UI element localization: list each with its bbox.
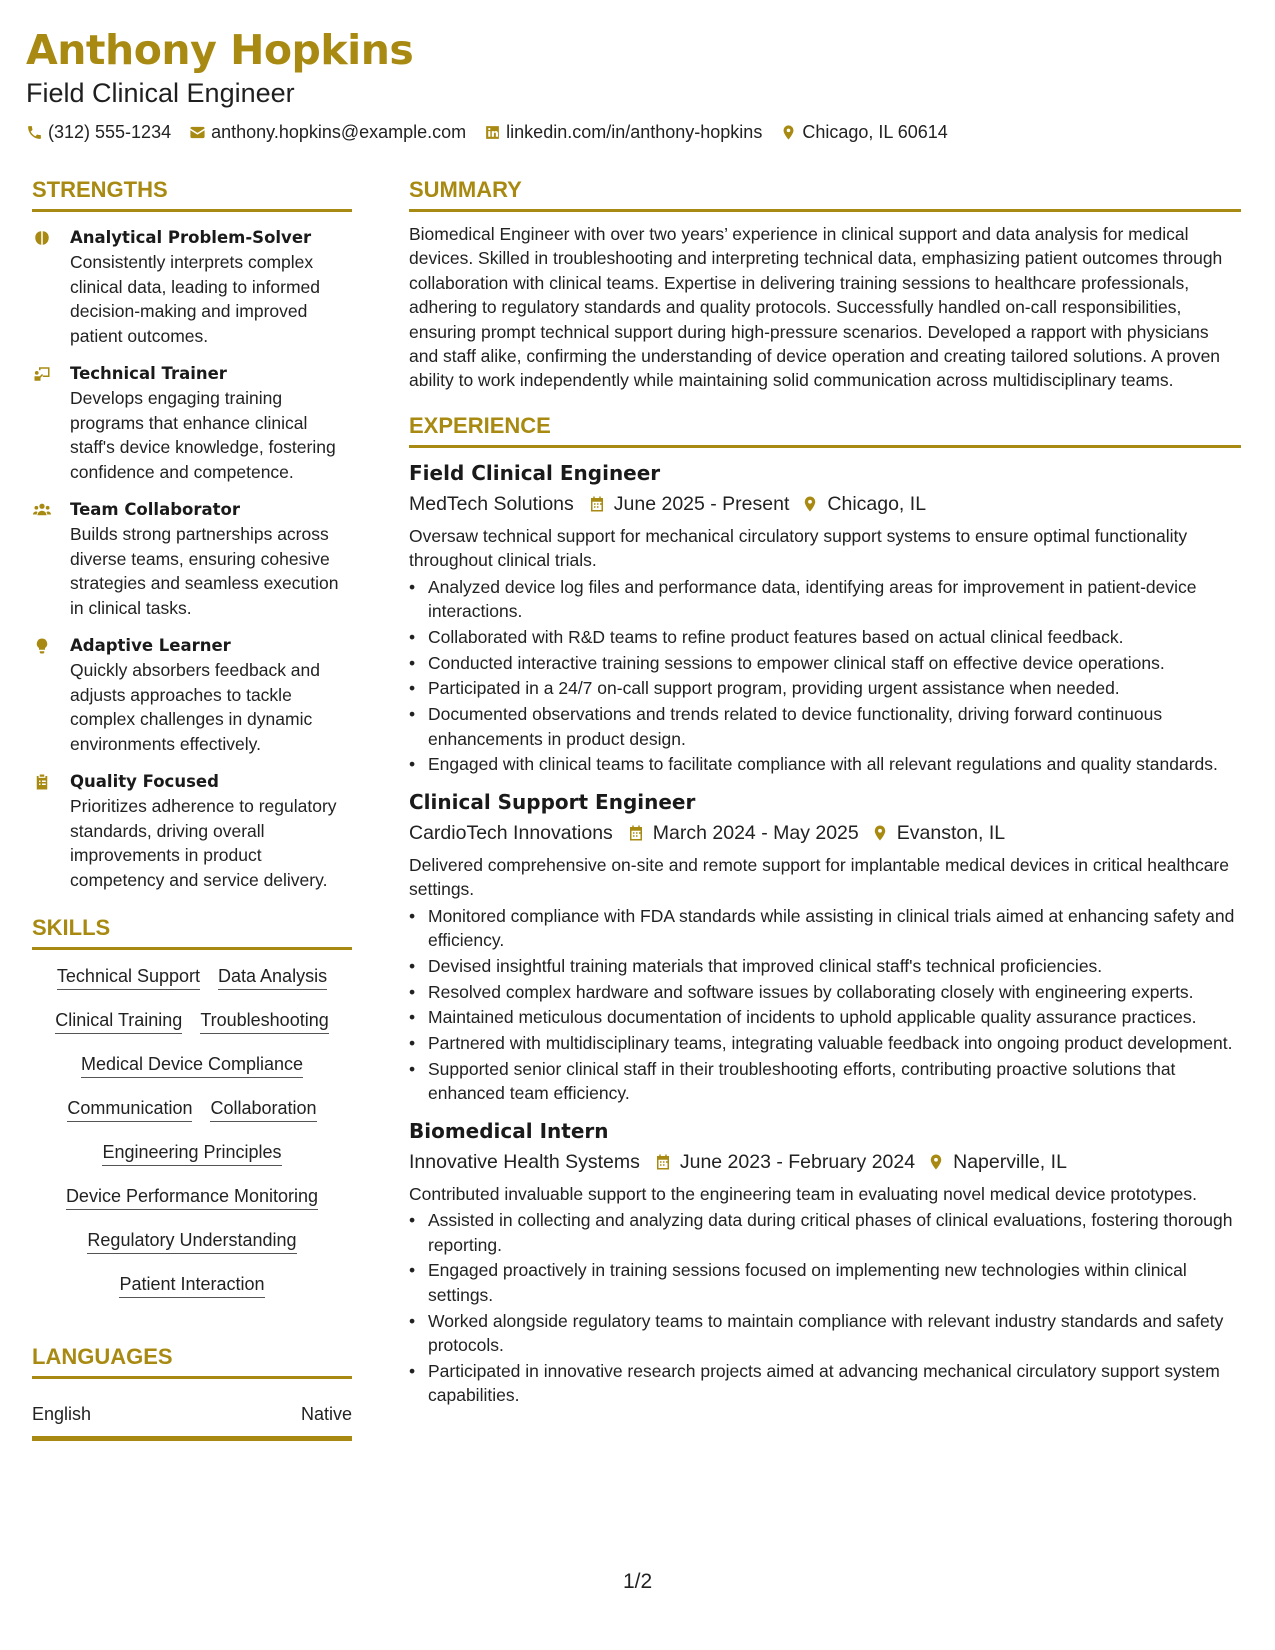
job-title: Field Clinical Engineer [409, 460, 661, 485]
calendar-icon [654, 1153, 672, 1171]
job-company: MedTech Solutions [409, 492, 574, 515]
strength-desc: Builds strong partnerships across diverse teams, ensuring cohesive strategies and seamless execution in clinical tasks. [70, 524, 339, 618]
skill-tag: Clinical Training [55, 1008, 182, 1034]
job-location: Evanston, IL [896, 821, 1006, 844]
skill-tag: Technical Support [57, 964, 200, 990]
envelope-icon [189, 124, 206, 141]
job-dates: June 2023 - February 2024 [679, 1150, 916, 1173]
skill-tag: Patient Interaction [119, 1272, 264, 1298]
job-company: Innovative Health Systems [409, 1150, 640, 1173]
strength-desc: Consistently interprets complex clinical data, leading to informed decision-making and improved patient outcomes. [70, 252, 321, 346]
skill-tag: Collaboration [210, 1096, 316, 1122]
lightbulb-icon [32, 637, 52, 655]
email-text[interactable]: anthony.hopkins@example.com [211, 122, 467, 142]
job-title: Biomedical Intern [409, 1118, 609, 1143]
job-meta [409, 1148, 1241, 1176]
page-number: 1/2 [623, 1570, 653, 1593]
resume-header [26, 24, 1256, 143]
skills-list [32, 964, 352, 1298]
users-icon [32, 501, 52, 519]
job-entry [409, 789, 1241, 1106]
skill-tag: Regulatory Understanding [87, 1228, 296, 1254]
job-meta [409, 490, 1241, 518]
strength-item [32, 634, 352, 756]
job-company: CardioTech Innovations [409, 821, 613, 844]
job-entry [409, 1118, 1241, 1408]
language-name: English [32, 1404, 92, 1424]
chalkboard-teacher-icon [32, 365, 52, 383]
strength-item [32, 226, 352, 348]
location-pin-icon [780, 124, 797, 141]
strengths-list [32, 226, 352, 892]
job-bullet: • Resolved complex hardware and software issues by collaborating closely with engineering experts. [409, 980, 1241, 1004]
job-bullet: • Engaged with clinical teams to facilitate compliance with all relevant regulations and quality standards. [409, 752, 1241, 776]
job-bullet: • Worked alongside regulatory teams to maintain compliance with relevant industry standards and safety protocols. [409, 1309, 1241, 1358]
job-bullets [409, 904, 1241, 1106]
skill-tag: Troubleshooting [200, 1008, 328, 1034]
job-bullet: • Participated in a 24/7 on-call support program, providing urgent assistance when needed. [409, 676, 1241, 700]
job-bullets [409, 575, 1241, 777]
strength-item [32, 362, 352, 484]
job-bullet: • Collaborated with R&D teams to refine product features based on actual clinical feedback. [409, 625, 1241, 649]
job-bullet: • Monitored compliance with FDA standards while assisting in clinical trials aimed at enhancing safety and efficiency. [409, 904, 1241, 953]
strength-title: Adaptive Learner [70, 636, 231, 655]
strength-title: Analytical Problem-Solver [70, 228, 312, 247]
summary-text: Biomedical Engineer with over two years’ experience in clinical support and data analysis for medical devices. Skilled in troubleshooting and interpreting technical data, emphasizing patient outcomes through collaboration with clinical teams. Expertise in delivering training sessions to healthcare professionals, adhering to regulatory standards and quality protocols. Successfully handled on-call responsibilities, ensuring prompt technical support during high-pressure scenarios. Developed a rapport with physicians and staff alike, confirming the understanding of device operation and creating tailored solutions. A proven ability to work independently while maintaining solid communication across multidisciplinary teams. [409, 224, 1223, 391]
skill-tag: Device Performance Monitoring [66, 1184, 318, 1210]
contact-email[interactable] [189, 122, 466, 143]
job-bullet: • Documented observations and trends related to device functionality, driving forward continuous enhancements in product design. [409, 702, 1241, 751]
job-bullets [409, 1208, 1241, 1407]
location-pin-icon [871, 824, 889, 842]
contact-phone [26, 122, 171, 143]
job-bullet: • Engaged proactively in training sessions focused on implementing new technologies within clinical settings. [409, 1258, 1241, 1307]
location-pin-icon [801, 495, 819, 513]
linkedin-icon [484, 124, 501, 141]
candidate-title: Field Clinical Engineer [26, 78, 295, 108]
strength-desc: Develops engaging training programs that enhance clinical staff's device knowledge, fostering confidence and competence. [70, 388, 336, 482]
job-bullet: • Conducted interactive training sessions to empower clinical staff on effective device operations. [409, 651, 1241, 675]
language-row [32, 1402, 352, 1441]
location-text: Chicago, IL 60614 [802, 122, 948, 142]
job-bullet: • Participated in innovative research projects aimed at advancing mechanical circulatory support system capabilities. [409, 1359, 1241, 1408]
skill-tag: Data Analysis [218, 964, 327, 990]
job-meta [409, 819, 1241, 847]
calendar-icon [588, 495, 606, 513]
strength-title: Team Collaborator [70, 500, 240, 519]
clipboard-icon [32, 773, 52, 791]
strength-item [32, 770, 352, 892]
job-description: Contributed invaluable support to the engineering team in evaluating novel medical device prototypes. [409, 1183, 1197, 1204]
strength-title: Technical Trainer [70, 364, 227, 383]
strength-item [32, 498, 352, 620]
strength-desc: Prioritizes adherence to regulatory standards, driving overall improvements in product competency and service delivery. [70, 796, 337, 890]
job-location: Naperville, IL [953, 1150, 1067, 1173]
contact-linkedin[interactable] [484, 122, 762, 143]
experience-heading: EXPERIENCE [409, 411, 1241, 448]
strength-desc: Quickly absorbers feedback and adjusts approaches to tackle complex challenges in dynamic environments effectively. [70, 660, 320, 754]
job-entry [409, 460, 1241, 777]
job-location: Chicago, IL [827, 492, 927, 515]
linkedin-text[interactable]: linkedin.com/in/anthony-hopkins [506, 122, 763, 142]
job-bullet: • Partnered with multidisciplinary teams, integrating valuable feedback into ongoing product development. [409, 1031, 1241, 1055]
skills-heading: SKILLS [32, 913, 352, 950]
brain-icon [32, 229, 52, 247]
job-dates: June 2025 - Present [613, 492, 790, 515]
skill-tag: Engineering Principles [102, 1140, 281, 1166]
job-title: Clinical Support Engineer [409, 789, 696, 814]
job-bullet: • Maintained meticulous documentation of incidents to uphold applicable quality assurance practices. [409, 1005, 1241, 1029]
job-description: Delivered comprehensive on-site and remote support for implantable medical devices in critical healthcare settings. [409, 854, 1229, 900]
calendar-icon [627, 824, 645, 842]
job-dates: March 2024 - May 2025 [652, 821, 859, 844]
skill-tag: Medical Device Compliance [81, 1052, 303, 1078]
summary-heading: SUMMARY [409, 175, 1241, 212]
contact-location [780, 122, 947, 143]
job-bullet: • Devised insightful training materials that improved clinical staff's technical proficiencies. [409, 954, 1241, 978]
languages-heading: LANGUAGES [32, 1342, 352, 1379]
right-column [409, 175, 1241, 1408]
language-level: Native [300, 1404, 352, 1424]
job-bullet: • Analyzed device log files and performance data, identifying areas for improvement in patient-device interactions. [409, 575, 1241, 624]
job-bullet: • Supported senior clinical staff in their troubleshooting efforts, contributing proactive solutions that enhanced team efficiency. [409, 1057, 1241, 1106]
phone-text: (312) 555-1234 [48, 122, 172, 142]
left-column [32, 175, 352, 1441]
job-description: Oversaw technical support for mechanical circulatory support systems to ensure optimal functionality throughout clinical trials. [409, 525, 1188, 571]
phone-icon [26, 124, 43, 141]
candidate-name: Anthony Hopkins [26, 26, 414, 74]
strengths-heading: STRENGTHS [32, 175, 352, 212]
job-bullet: • Assisted in collecting and analyzing data during critical phases of clinical evaluations, fostering thorough reporting. [409, 1208, 1241, 1257]
contact-bar [26, 122, 1256, 143]
strength-title: Quality Focused [70, 772, 219, 791]
skill-tag: Communication [67, 1096, 192, 1122]
location-pin-icon [927, 1153, 945, 1171]
